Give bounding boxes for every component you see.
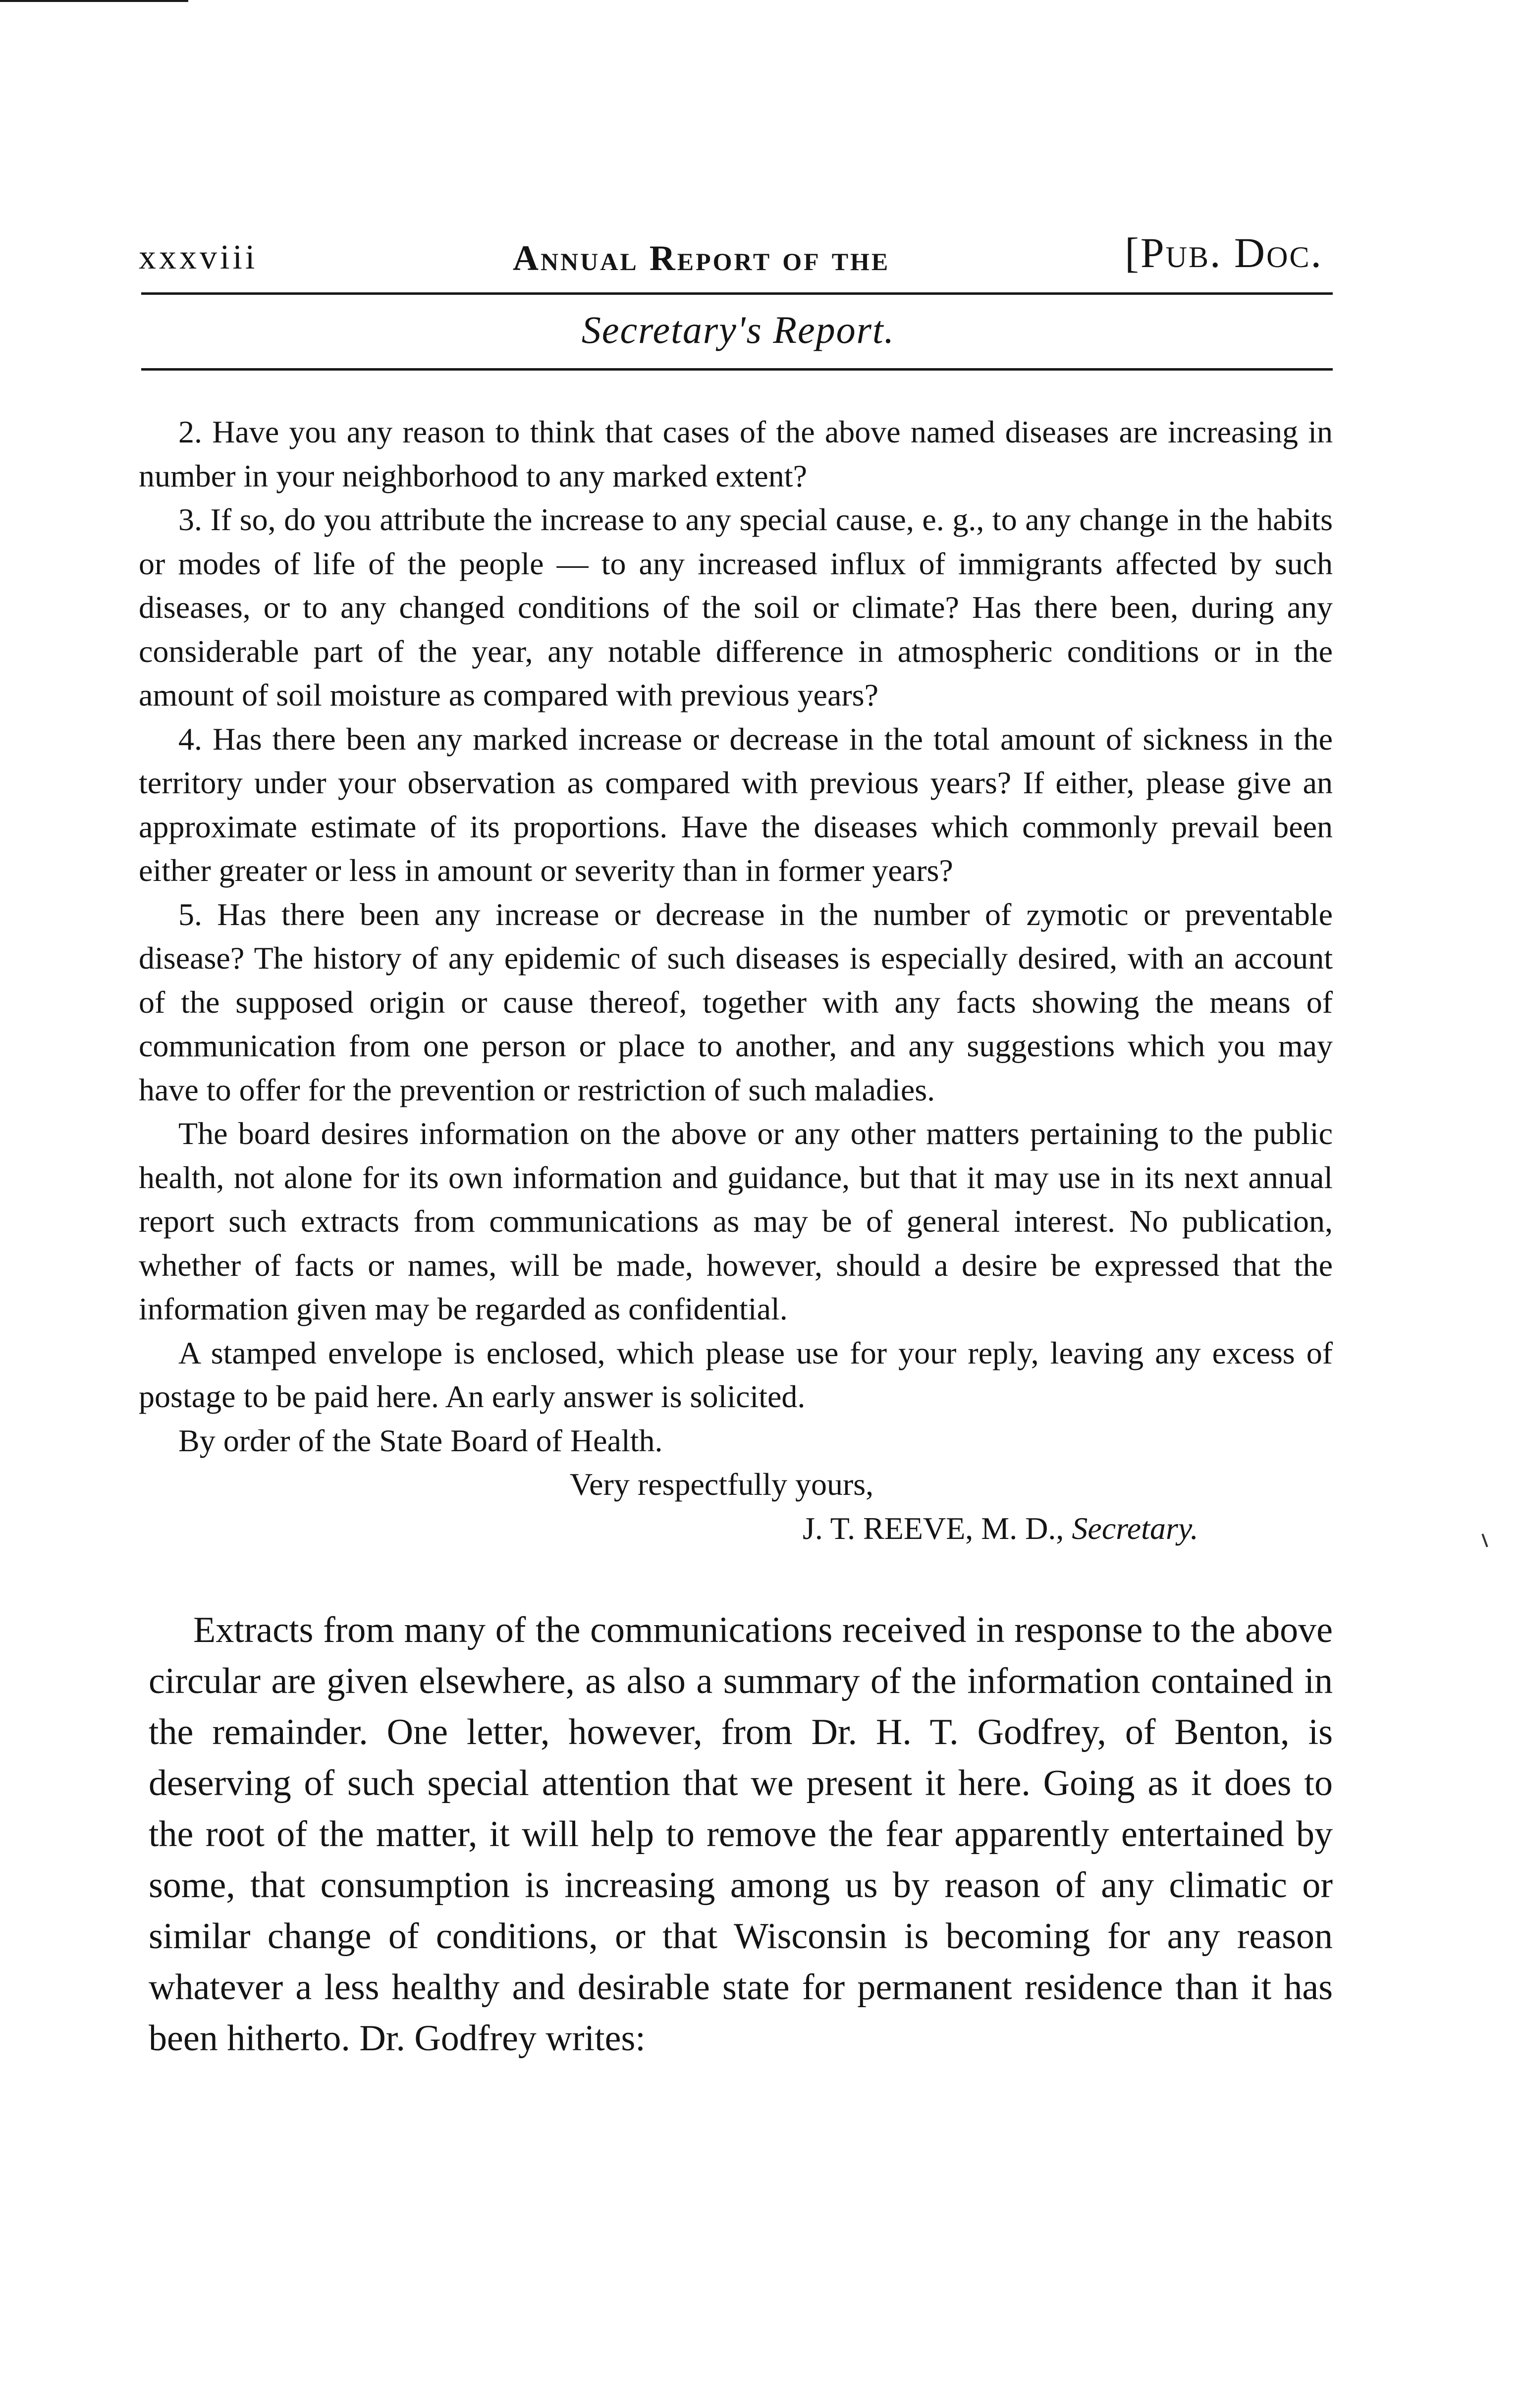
closing-regards: Very respectfully yours, bbox=[570, 1467, 874, 1502]
page-header bbox=[134, 228, 1343, 292]
question-3: 3. If so, do you attribute the increase to any special cause, e. g., to any change in the habits or modes of life of the people — to any increased influx of immigrants affected by such diseases, or to any changed conditions of the soil or climate? Has there been, during any considerable part of the year, any notable difference in atmospheric conditions or in the amount of soil moisture as compared with previous years? bbox=[139, 502, 1333, 712]
narrative-text bbox=[149, 1605, 1333, 2064]
question-5: 5. Has there been any increase or decrease in the number of zymotic or preventable disease? The history of any epidemic of such diseases is especially desired, with an account of the supposed origin or cause thereof, together with any facts showing the means of communication from one person or place to another, and any suggestions which you may have to offer for the prevention or restriction of such maladies. bbox=[139, 896, 1333, 1107]
question-2: 2. Have you any reason to think that cases of the above named diseases are increasing in number in your neighborhood to any marked extent? bbox=[139, 414, 1333, 493]
board-request-paragraph: The board desires information on the above or any other matters pertaining to the public health, not alone for its own information and guidance, but that it may use in its next annual report such extracts from communications as may be of general interest. No publication, whether of facts or names, will be made, however, should a desire be expressed that the information given may be regarded as confidential. bbox=[139, 1116, 1333, 1326]
letter-closing bbox=[139, 1419, 1343, 1551]
narrative-paragraph: Extracts from many of the communications received in response to the above circular are given elsewhere, as also a summary of the information contained in the remainder. One letter, however, from Dr. H. T. Godfrey, of Benton, is deserving of such special attention that we present it here. Going as it does to the root of the matter, it will help to remove the fear apparently entertained by some, that consumption is increasing among us by reason of any climatic or similar change of conditions, or that Wisconsin is becoming for any reason whatever a less healthy and desirable state for permanent residence than it has been hitherto. Dr. Godfrey writes: bbox=[149, 1610, 1333, 2059]
page-number: xxxviii bbox=[139, 238, 258, 276]
circular-questions bbox=[139, 410, 1333, 1419]
top-edge-rule bbox=[0, 0, 188, 2]
question-4: 4. Has there been any marked increase or decrease in the total amount of sickness in the territory under your observation as compared with previous years? If either, please give an approximate estimate of its proportions. Have the diseases which commonly prevail been either greater or less in amount or severity than in former years? bbox=[139, 721, 1333, 888]
signer-title: Secretary. bbox=[1072, 1510, 1198, 1546]
closing-order: By order of the State Board of Health. bbox=[178, 1423, 663, 1458]
section-title: Secretary's Report. bbox=[581, 308, 895, 351]
document-label: [Pub. Doc. bbox=[1125, 229, 1323, 276]
signature bbox=[803, 1507, 1343, 1551]
signer-name: J. T. REEVE, M. D., bbox=[803, 1510, 1072, 1546]
document-page bbox=[134, 228, 1343, 2064]
running-title: Annual Report of the bbox=[513, 238, 890, 278]
envelope-paragraph: A stamped envelope is enclosed, which please use for your reply, leaving any excess of postage to be paid here. An early answer is solicited. bbox=[139, 1335, 1333, 1414]
margin-mark bbox=[1481, 1533, 1488, 1547]
section-rule bbox=[141, 368, 1333, 371]
